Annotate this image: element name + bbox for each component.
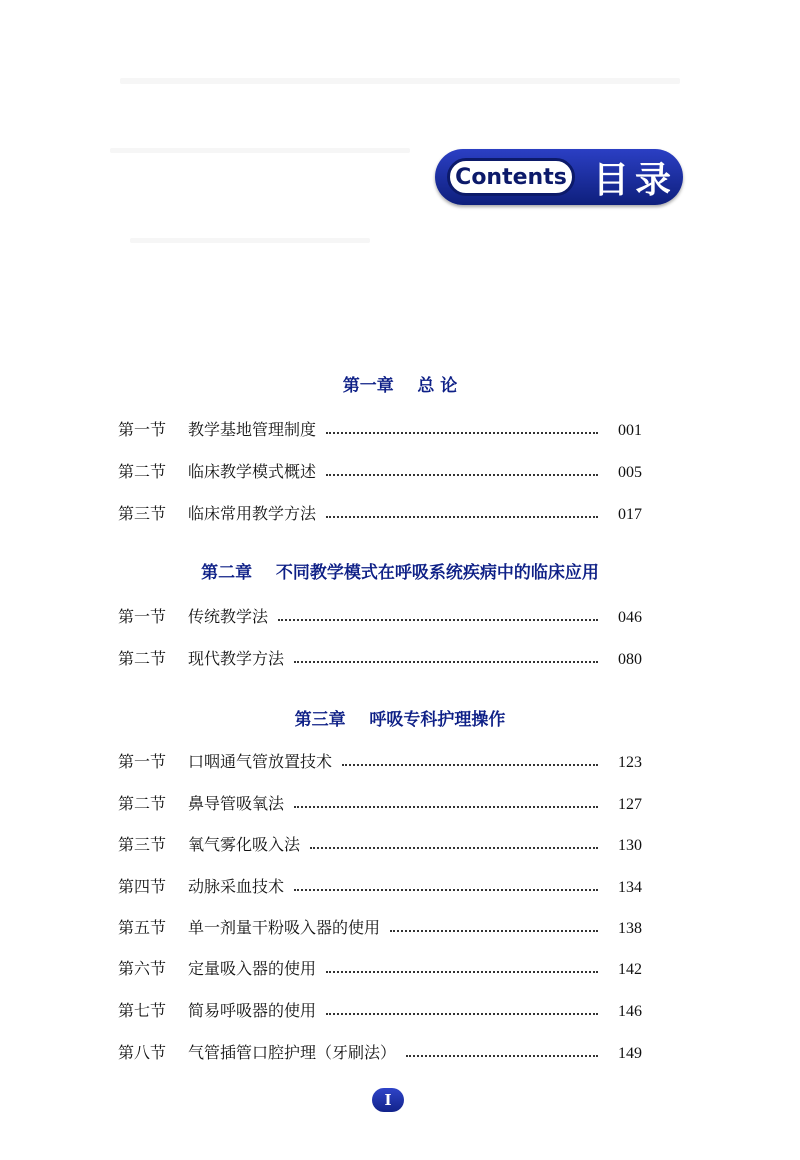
toc-entry[interactable] bbox=[118, 603, 642, 627]
section-title: 简易呼吸器的使用 bbox=[188, 1001, 317, 1020]
page-ref: 001 bbox=[618, 422, 642, 439]
chapter-title: 第二章 不同教学模式在呼吸系统疾病中的临床应用 bbox=[201, 563, 599, 583]
toc-entry[interactable] bbox=[118, 748, 642, 772]
leader-dots bbox=[294, 661, 598, 663]
section-number: 第二节 bbox=[118, 649, 167, 668]
leader-dots bbox=[294, 889, 598, 891]
contents-title: 目录 bbox=[592, 159, 677, 201]
section-number: 第三节 bbox=[118, 504, 167, 523]
toc-entry[interactable] bbox=[118, 1039, 642, 1063]
section-title: 单一剂量干粉吸入器的使用 bbox=[188, 918, 381, 937]
section-title: 氧气雾化吸入法 bbox=[188, 835, 301, 854]
section-title: 动脉采血技术 bbox=[188, 877, 285, 896]
section-title: 传统教学法 bbox=[188, 607, 269, 626]
section-number: 第一节 bbox=[118, 607, 167, 626]
page-ref: 005 bbox=[618, 464, 642, 481]
section-number: 第一节 bbox=[118, 752, 167, 771]
toc-entry[interactable] bbox=[118, 645, 642, 669]
page-ref: 130 bbox=[618, 837, 642, 854]
page-ref: 123 bbox=[618, 754, 642, 771]
section-title: 临床常用教学方法 bbox=[188, 504, 317, 523]
page-ref: 080 bbox=[618, 651, 642, 668]
chapter-title: 第一章 总 论 bbox=[342, 376, 458, 396]
leader-dots bbox=[326, 432, 598, 434]
section-title: 鼻导管吸氧法 bbox=[188, 794, 285, 813]
section-title: 教学基地管理制度 bbox=[188, 420, 317, 439]
toc-entry[interactable] bbox=[118, 416, 642, 440]
leader-dots bbox=[406, 1055, 598, 1057]
page-ref: 142 bbox=[618, 961, 642, 978]
page-ref: 046 bbox=[618, 609, 642, 626]
leader-dots bbox=[310, 847, 598, 849]
toc-entry[interactable] bbox=[118, 997, 642, 1021]
toc-entry[interactable] bbox=[118, 873, 642, 897]
leader-dots bbox=[390, 930, 598, 932]
section-number: 第八节 bbox=[118, 1043, 167, 1062]
section-number: 第三节 bbox=[118, 835, 167, 854]
toc-entry[interactable] bbox=[118, 790, 642, 814]
section-title: 现代教学方法 bbox=[188, 649, 285, 668]
section-title: 气管插管口腔护理（牙刷法） bbox=[188, 1043, 397, 1062]
page-ref: 146 bbox=[618, 1003, 642, 1020]
section-title: 定量吸入器的使用 bbox=[188, 959, 317, 978]
contents-header bbox=[435, 149, 683, 205]
leader-dots bbox=[278, 619, 598, 621]
chapter-title: 第三章 呼吸专科护理操作 bbox=[294, 710, 506, 730]
page-ref: 127 bbox=[618, 796, 642, 813]
section-number: 第二节 bbox=[118, 794, 167, 813]
leader-dots bbox=[326, 971, 598, 973]
section-number: 第七节 bbox=[118, 1001, 167, 1020]
toc-entry[interactable] bbox=[118, 914, 642, 938]
leader-dots bbox=[326, 516, 598, 518]
page-ref: 134 bbox=[618, 879, 642, 896]
section-number: 第一节 bbox=[118, 420, 167, 439]
section-number: 第五节 bbox=[118, 918, 167, 937]
leader-dots bbox=[342, 764, 598, 766]
toc-entry[interactable] bbox=[118, 500, 642, 524]
section-number: 第六节 bbox=[118, 959, 167, 978]
page-ref: 017 bbox=[618, 506, 642, 523]
section-title: 临床教学模式概述 bbox=[188, 462, 317, 481]
contents-label: Contents bbox=[447, 158, 575, 196]
section-number: 第二节 bbox=[118, 462, 167, 481]
leader-dots bbox=[326, 474, 598, 476]
section-number: 第四节 bbox=[118, 877, 167, 896]
section-title: 口咽通气管放置技术 bbox=[188, 752, 333, 771]
leader-dots bbox=[294, 806, 598, 808]
page-number-badge: I bbox=[372, 1088, 404, 1112]
page-ref: 138 bbox=[618, 920, 642, 937]
toc-entry[interactable] bbox=[118, 831, 642, 855]
toc-entry[interactable] bbox=[118, 458, 642, 482]
leader-dots bbox=[326, 1013, 598, 1015]
toc-entry[interactable] bbox=[118, 955, 642, 979]
page-ref: 149 bbox=[618, 1045, 642, 1062]
